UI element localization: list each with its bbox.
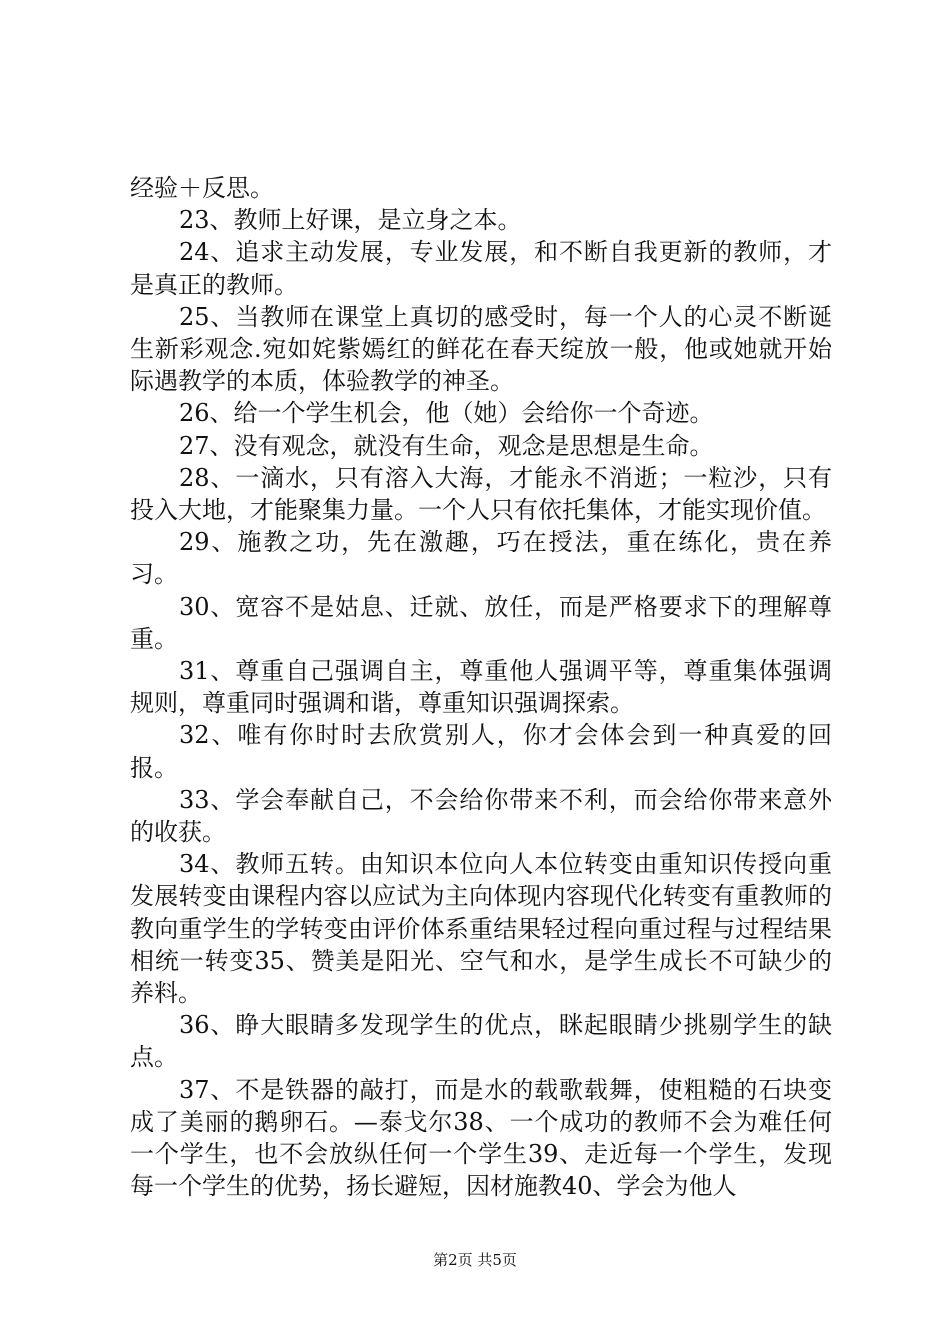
paragraph-24: 24、追求主动发展，专业发展，和不断自我更新的教师，才是真正的教师。 bbox=[130, 238, 832, 299]
paragraph-36: 36、睁大眼睛多发现学生的优点，眯起眼睛少挑剔学生的缺点。 bbox=[130, 1011, 832, 1072]
document-body bbox=[130, 172, 832, 1203]
paragraph-31: 31、尊重自己强调自主，尊重他人强调平等，尊重集体强调规则，尊重同时强调和谐，尊重知识强调探索。 bbox=[130, 657, 832, 718]
paragraph-0: 经验＋反思。 bbox=[130, 174, 274, 202]
paragraph-37: 37、不是铁器的敲打，而是水的载歌载舞，使粗糙的石块变成了美丽的鹅卵石。—泰戈尔38、一个成功的教师不会为难任何一个学生，也不会放纵任何一个学生39、走近每一个学生，发现每一个学生的优势，扬长避短，因材施教40、学会为他人 bbox=[130, 1075, 832, 1201]
paragraph-29: 29、施教之功，先在激趣，巧在授法，重在练化，贵在养习。 bbox=[130, 528, 832, 589]
page-number-footer: 第2页 共5页 bbox=[433, 1251, 517, 1269]
paragraph-25: 25、当教师在课堂上真切的感受时，每一个人的心灵不断诞生新彩观念.宛如姹紫嫣红的鲜花在春天绽放一般，他或她就开始际遇教学的本质，体验教学的神圣。 bbox=[130, 302, 832, 396]
paragraph-30: 30、宽容不是姑息、迁就、放任，而是严格要求下的理解尊重。 bbox=[130, 592, 832, 653]
paragraph-28: 28、一滴水，只有溶入大海，才能永不消逝；一粒沙，只有投入大地，才能聚集力量。一个人只有依托集体，才能实现价值。 bbox=[130, 463, 832, 525]
paragraph-23: 23、教师上好课，是立身之本。 bbox=[179, 206, 522, 235]
paragraph-26: 26、给一个学生机会，他（她）会给你一个奇迹。 bbox=[179, 399, 714, 428]
paragraph-32: 32、唯有你时时去欣赏别人，你才会体会到一种真爱的回报。 bbox=[130, 721, 832, 782]
paragraph-27: 27、没有观念，就没有生命，观念是思想是生命。 bbox=[179, 431, 714, 460]
paragraph-33: 33、学会奉献自己，不会给你带来不利，而会给你带来意外的收获。 bbox=[130, 785, 832, 847]
paragraph-34: 34、教师五转。由知识本位向人本位转变由重知识传授向重发展转变由课程内容以应试为主向体现内容现代化转变有重教师的教向重学生的学转变由评价体系重结果轻过程向重过程与过程结果相统一转变35、赞美是阳光、空气和水，是学生成长不可缺少的养料。 bbox=[130, 850, 832, 1008]
